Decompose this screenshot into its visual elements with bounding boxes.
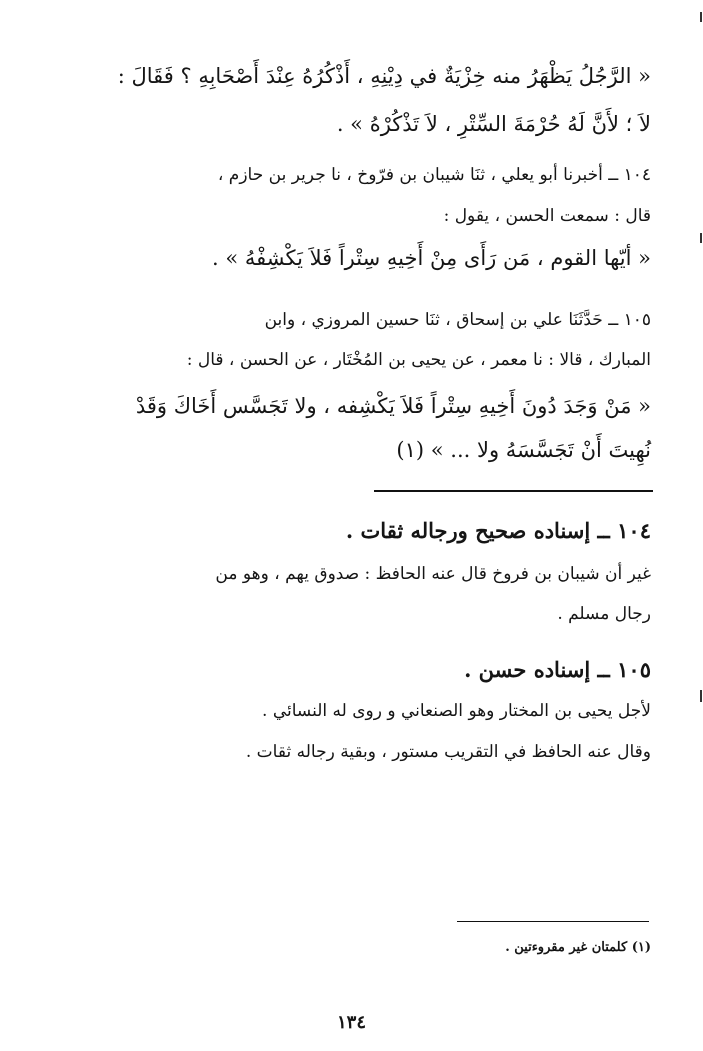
note-105-line: وقال عنه الحافظ في التقريب مستور ، وبقية رجاله ثقات . <box>245 742 651 762</box>
page-number: ١٣٤ <box>336 1012 366 1033</box>
hadith-104-quote: « أيّها القوم ، مَن رَأَى مِنْ أَخِيهِ سِتْراً فَلاَ يَكْشِفْهُ » . <box>212 246 651 270</box>
scan-mark <box>700 12 702 22</box>
section-divider <box>374 490 653 492</box>
hadith-105-quote: « مَنْ وَجَدَ دُونَ أَخِيهِ سِتْراً فَلاَ يَكْشِفه ، ولا تَجَسَّس أَخَاكَ وَقَدْ <box>135 394 651 418</box>
text-line: لاَ ؛ لأَنَّ لَهُ حُرْمَةَ السِّتْرِ ، لاَ تَذْكُرْهُ » . <box>336 112 651 136</box>
hadith-105-quote: نُهِيتَ أَنْ تَجَسَّسَهُ ولا ... » (١) <box>396 438 651 462</box>
hadith-105-line: ١٠٥ ــ حَدَّثَنَا علي بن إسحاق ، ثنَا حسين المروزي ، وابن <box>264 310 651 330</box>
note-104-line: رجال مسلم . <box>557 604 651 624</box>
footnote-divider <box>457 921 649 922</box>
note-105-line: لأجل يحيى بن المختار وهو الصنعاني و روى له النسائي . <box>262 701 651 721</box>
hadith-104-line: ١٠٤ ــ أخبرنا أبو يعلي ، ثنَا شيبان بن فرّوخ ، نا جرير بن حازم ، <box>217 165 651 185</box>
footnote: (١) كلمتان غير مقروءتين . <box>505 940 651 955</box>
note-104-line: غير أن شيبان بن فروخ قال عنه الحافظ : صدوق يهم ، وهو من <box>215 564 651 584</box>
note-104-heading: ١٠٤ ــ إسناده صحيح ورجاله ثقات . <box>345 518 651 543</box>
note-105-heading: ١٠٥ ــ إسناده حسن . <box>464 657 651 682</box>
scan-mark <box>700 690 702 702</box>
hadith-104-line: قال : سمعت الحسن ، يقول : <box>443 206 651 226</box>
scan-mark <box>700 233 702 243</box>
text-line: « الرَّجُلُ يَظْهَرُ منه خِزْيَةٌ في دِيْنِهِ ، أَذْكُرُهُ عِنْدَ أَصْحَابِهِ ؟ فَقَالَ : <box>117 64 651 88</box>
hadith-105-line: المبارك ، قالا : نا معمر ، عن يحيى بن المُخْتَار ، عن الحسن ، قال : <box>186 350 651 370</box>
